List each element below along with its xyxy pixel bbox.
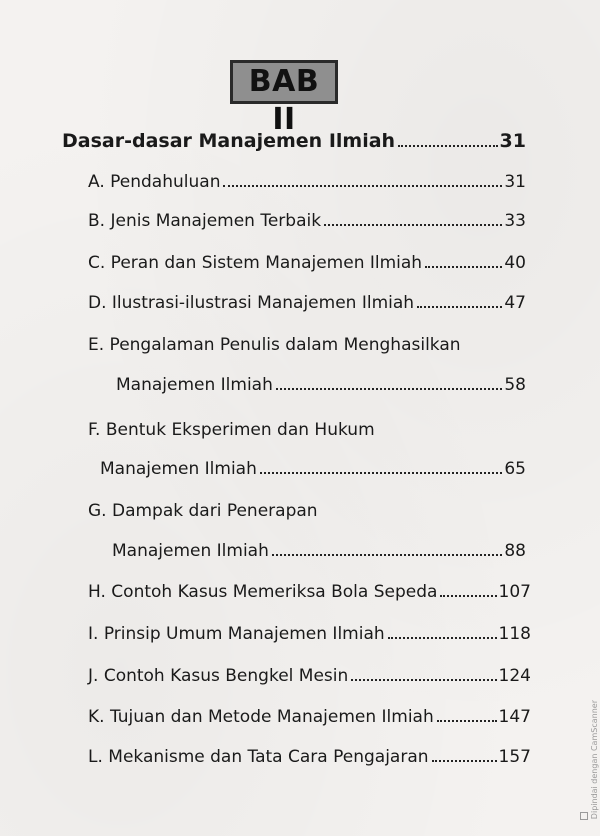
toc-entry-page: 47 <box>504 293 526 313</box>
toc-main-page: 31 <box>499 130 526 152</box>
toc-leader-dots <box>223 185 502 187</box>
toc-entry-i <box>88 624 531 644</box>
toc-entry-k <box>88 707 531 727</box>
toc-main-label: Dasar-dasar Manajemen Ilmiah <box>62 130 396 152</box>
toc-leader-dots <box>417 306 502 308</box>
toc-entry-label: J. Contoh Kasus Bengkel Mesin <box>88 666 349 686</box>
toc-leader-dots <box>351 679 496 681</box>
toc-entry-label: I. Prinsip Umum Manajemen Ilmiah <box>88 624 385 644</box>
toc-entry-label: B. Jenis Manajemen Terbaik <box>88 211 322 231</box>
toc-entry-g-line1: G. Dampak dari Penerapan <box>88 501 318 521</box>
toc-entry-b <box>88 211 526 231</box>
toc-entry-page: 65 <box>504 459 526 479</box>
toc-entry-label: Manajemen Ilmiah <box>112 541 269 561</box>
toc-entry-label: L. Mekanisme dan Tata Cara Pengajaran <box>88 747 429 767</box>
toc-entry-label: K. Tujuan dan Metode Manajemen Ilmiah <box>88 707 434 727</box>
toc-leader-dots <box>432 760 497 762</box>
toc-leader-dots <box>276 388 502 390</box>
toc-leader-dots <box>388 637 497 639</box>
toc-entry-h <box>88 582 531 602</box>
toc-leader-dots <box>272 554 502 556</box>
toc-leader-dots <box>440 595 496 597</box>
toc-leader-dots <box>260 472 502 474</box>
toc-entry-page: 33 <box>504 211 526 231</box>
toc-entry-a <box>88 172 526 192</box>
toc-leader-dots <box>437 720 497 722</box>
toc-entry-page: 107 <box>498 582 531 602</box>
scanner-logo-icon <box>580 812 588 820</box>
toc-entry-f-line1: F. Bentuk Eksperimen dan Hukum <box>88 420 375 440</box>
toc-entry-label: D. Ilustrasi-ilustrasi Manajemen Ilmiah <box>88 293 415 313</box>
toc-entry-label: C. Peran dan Sistem Manajemen Ilmiah <box>88 253 423 273</box>
toc-entry-j <box>88 666 531 686</box>
toc-entry-page: 118 <box>498 624 531 644</box>
scanner-watermark: Dipindai dengan CamScanner <box>590 700 599 820</box>
toc-leader-dots <box>324 224 502 226</box>
toc-entry-page: 124 <box>498 666 531 686</box>
toc-entry-page: 147 <box>498 707 531 727</box>
toc-entry-page: 88 <box>504 541 526 561</box>
toc-entry-page: 31 <box>504 172 526 192</box>
toc-entry-e <box>116 375 526 395</box>
toc-entry-page: 157 <box>498 747 531 767</box>
toc-entry-page: 58 <box>504 375 526 395</box>
toc-leader-dots <box>425 266 502 268</box>
toc-entry-c <box>88 253 526 273</box>
toc-leader-dots <box>398 145 497 147</box>
toc-entry-label: Manajemen Ilmiah <box>100 459 257 479</box>
toc-entry-e-line1: E. Pengalaman Penulis dalam Menghasilkan <box>88 335 461 355</box>
toc-entry-g <box>112 541 526 561</box>
toc-main-entry <box>62 130 526 152</box>
toc-entry-label: A. Pendahuluan <box>88 172 221 192</box>
toc-entry-page: 40 <box>504 253 526 273</box>
toc-entry-label: H. Contoh Kasus Memeriksa Bola Sepeda <box>88 582 438 602</box>
toc-entry-d <box>88 293 526 313</box>
toc-entry-l <box>88 747 531 767</box>
toc-entry-f <box>100 459 526 479</box>
chapter-title: BAB II <box>230 60 338 104</box>
toc-entry-label: Manajemen Ilmiah <box>116 375 273 395</box>
